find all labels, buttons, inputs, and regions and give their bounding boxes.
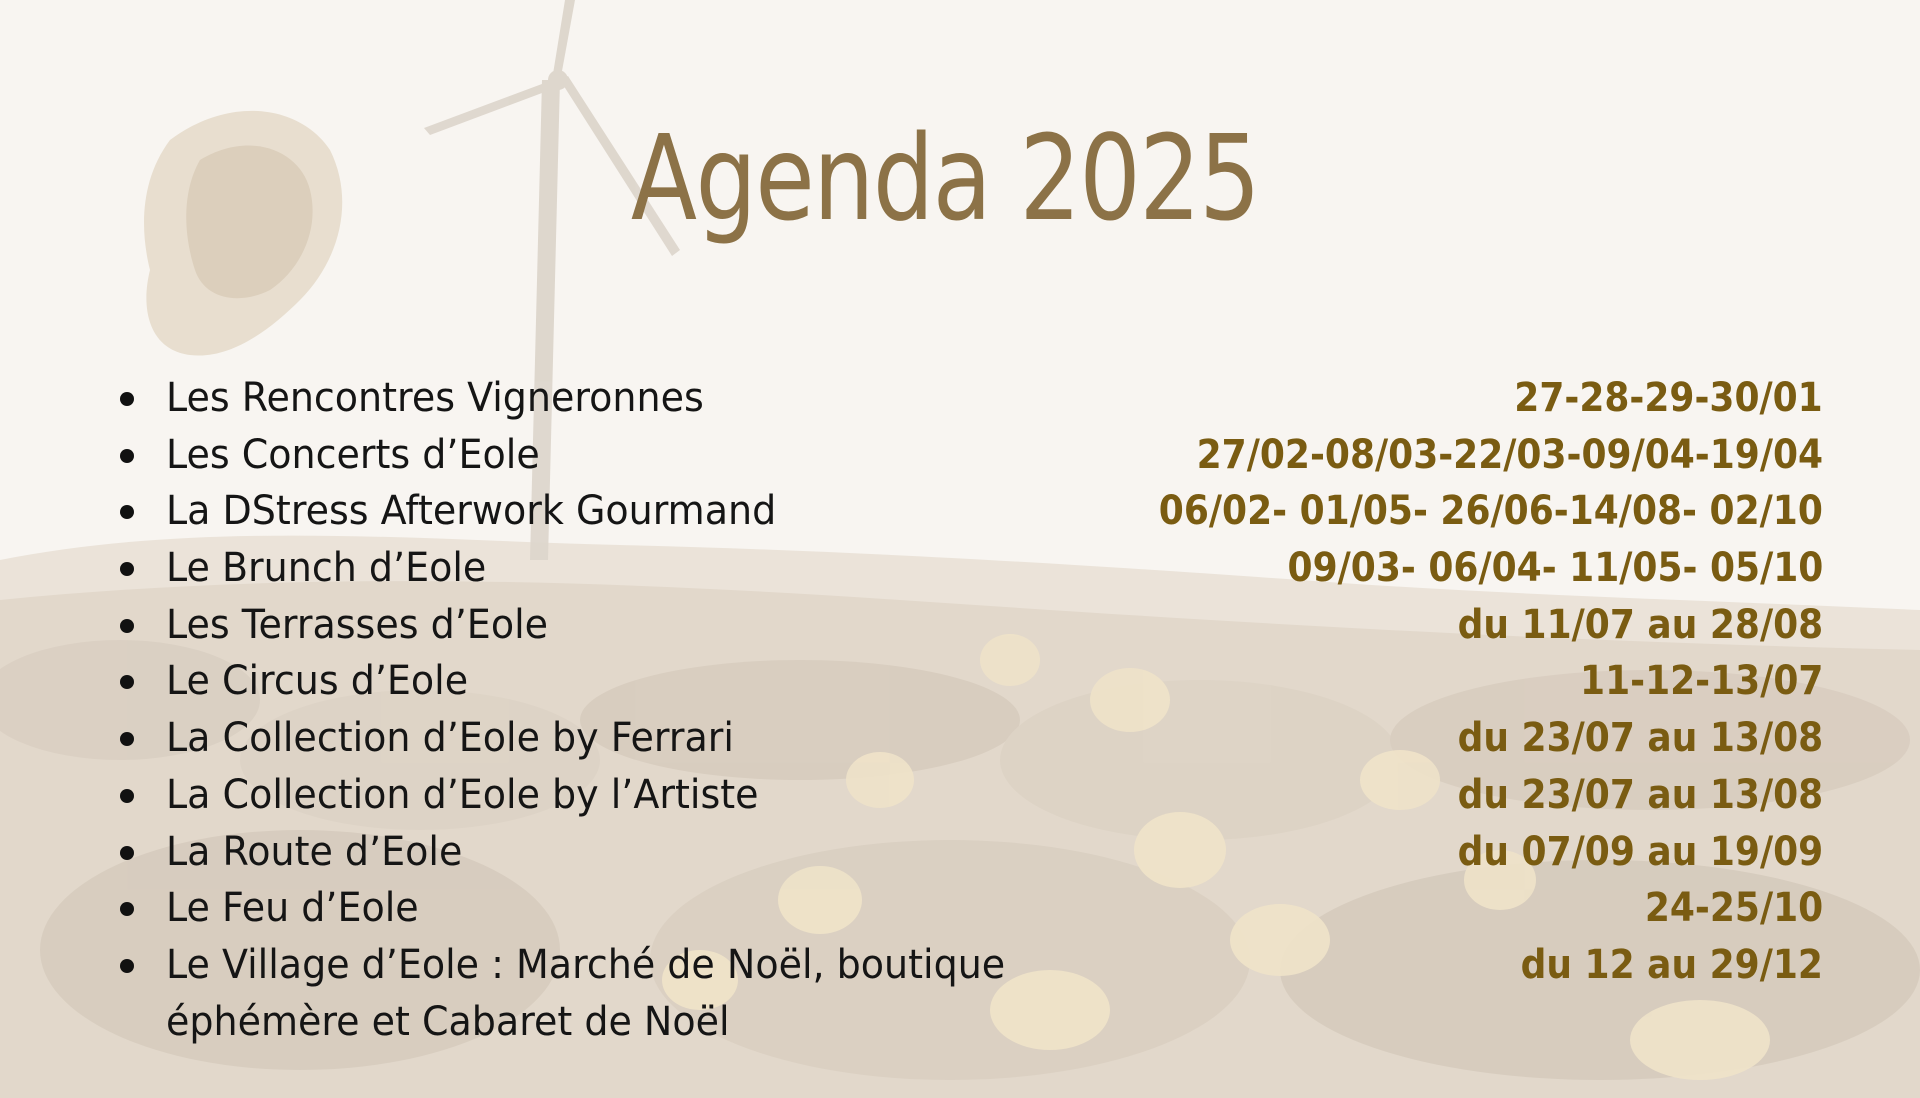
event-date: du 12 au 29/12: [1520, 941, 1823, 988]
event-date: 11-12-13/07: [1579, 658, 1823, 705]
event-name: Le Feu d’Eole: [166, 885, 419, 932]
list-item: [110, 824, 1823, 881]
event-date: 27/02-08/03-22/03-09/04-19/04: [1196, 431, 1823, 478]
event-name: Les Concerts d’Eole: [166, 431, 540, 478]
event-date: 06/02- 01/05- 26/06-14/08- 02/10: [1158, 488, 1823, 535]
bullet-icon: [120, 902, 134, 916]
list-item: [110, 880, 1823, 937]
event-name: Le Village d’Eole : Marché de Noël, boutique éphémère et Cabaret de Noël: [166, 941, 1006, 1045]
list-item: [110, 370, 1823, 427]
event-name: La Collection d’Eole by l’Artiste: [166, 771, 759, 818]
event-date: 09/03- 06/04- 11/05- 05/10: [1287, 545, 1823, 592]
list-item: [110, 653, 1823, 710]
list-item: [110, 937, 1823, 1051]
event-name: Les Rencontres Vigneronnes: [166, 375, 704, 421]
bullet-icon: [120, 505, 134, 519]
event-name: Le Circus d’Eole: [166, 658, 469, 705]
event-name: Le Brunch d’Eole: [166, 545, 487, 592]
event-date: du 07/09 au 19/09: [1457, 828, 1823, 875]
list-item: [110, 483, 1823, 540]
list-item: [110, 767, 1823, 824]
event-date: du 23/07 au 13/08: [1457, 715, 1823, 762]
event-name: La Route d’Eole: [166, 828, 463, 875]
event-date: du 11/07 au 28/08: [1457, 601, 1823, 648]
bullet-icon: [120, 959, 134, 973]
event-date: 24-25/10: [1644, 885, 1823, 932]
list-item: [110, 597, 1823, 654]
bullet-icon: [120, 675, 134, 689]
event-name: La Collection d’Eole by Ferrari: [166, 715, 734, 762]
agenda-list: [110, 370, 1823, 1051]
bullet-icon: [120, 392, 134, 406]
bullet-icon: [120, 619, 134, 633]
event-date: 27-28-29-30/01: [1514, 375, 1823, 421]
list-item: [110, 540, 1823, 597]
event-name: La DStress Afterwork Gourmand: [166, 488, 777, 535]
bullet-icon: [120, 846, 134, 860]
bullet-icon: [120, 732, 134, 746]
bullet-icon: [120, 789, 134, 803]
bullet-icon: [120, 562, 134, 576]
event-date: du 23/07 au 13/08: [1457, 771, 1823, 818]
list-item: [110, 427, 1823, 484]
event-name: Les Terrasses d’Eole: [166, 601, 549, 648]
bullet-icon: [120, 449, 134, 463]
list-item: [110, 710, 1823, 767]
page-title: Agenda 2025: [630, 109, 1260, 247]
